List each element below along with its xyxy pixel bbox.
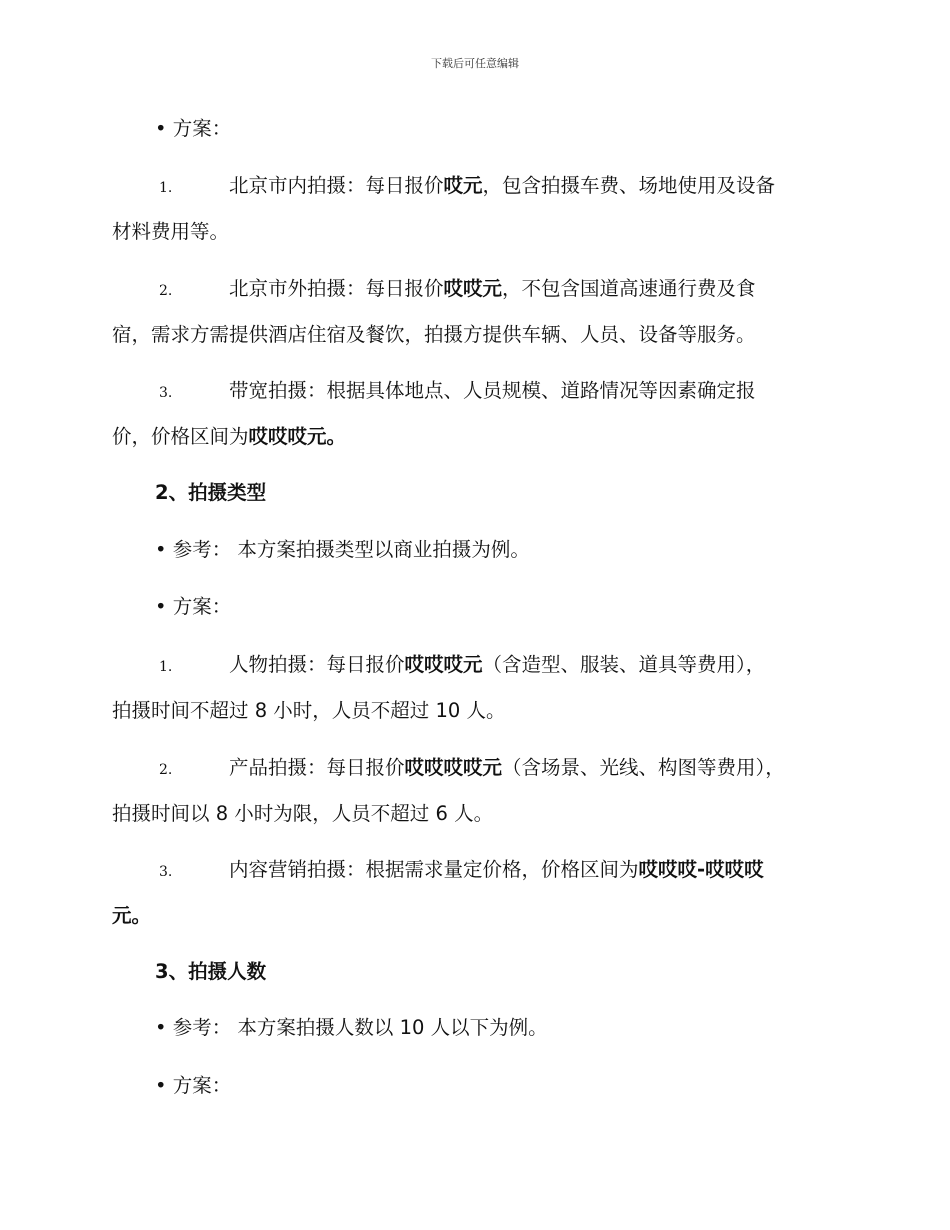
- text: （含造型、服装、道具等费用），: [482, 653, 766, 676]
- section-heading-3: 3、拍摄人数: [155, 960, 267, 983]
- list-item-2-line-2: 宿，需求方需提供酒店住宿及餐饮，拍摄方提供车辆、人员、设备等服务。: [112, 323, 756, 346]
- price-bold: 哎哎哎元。: [248, 425, 347, 448]
- plan-label-3: • 方案：: [155, 1074, 232, 1097]
- type-item-3-line-2: [112, 893, 840, 939]
- type-item-2-line-2: 拍摄时间以 8 小时为限，人员不超过 6 人。: [112, 802, 494, 825]
- list-number: 1.: [159, 659, 173, 675]
- reference-3: • 参考： 本方案拍摄人数以 10 人以下为例。: [155, 1016, 548, 1039]
- text: （含场景、光线、构图等费用），: [502, 756, 785, 779]
- list-item-3-line-2: [112, 414, 840, 460]
- plan-label-2: • 方案：: [155, 595, 232, 618]
- text: 北京市外拍摄：每日报价: [229, 277, 444, 300]
- type-item-1-line-1: [112, 642, 840, 690]
- list-item-2-line-1: [112, 266, 840, 314]
- text: 带宽拍摄：根据具体地点、人员规模、道路情况等因素确定报: [229, 379, 756, 402]
- type-item-3-line-1: [112, 847, 840, 895]
- section-heading-2: 2、拍摄类型: [155, 481, 267, 504]
- price-bold: 哎哎哎元: [404, 653, 483, 676]
- list-number: 3.: [159, 864, 173, 880]
- text: 产品拍摄：每日报价: [229, 756, 405, 779]
- price-bold: 元。: [112, 904, 152, 927]
- list-number: 1.: [159, 180, 173, 196]
- type-item-2-line-1: [112, 745, 840, 793]
- price-bold: 哎元: [443, 174, 483, 197]
- list-item-1-line-2: 材料费用等。: [112, 220, 230, 243]
- text: 价，价格区间为: [112, 425, 249, 448]
- price-bold: 哎哎元: [443, 277, 503, 300]
- price-bold: 哎哎哎-哎哎哎: [638, 858, 764, 881]
- list-number: 2.: [159, 762, 173, 778]
- plan-label: • 方案：: [155, 117, 232, 140]
- text: 北京市内拍摄：每日报价: [229, 174, 444, 197]
- reference-2: • 参考： 本方案拍摄类型以商业拍摄为例。: [155, 538, 530, 561]
- list-number: 3.: [159, 385, 173, 401]
- type-item-1-line-2: 拍摄时间不超过 8 小时，人员不超过 10 人。: [112, 699, 506, 722]
- list-item-3-line-1: [112, 368, 840, 416]
- text: 内容营销拍摄：根据需求量定价格，价格区间为: [229, 858, 639, 881]
- list-number: 2.: [159, 283, 173, 299]
- price-bold: 哎哎哎哎元: [404, 756, 503, 779]
- text: 人物拍摄：每日报价: [229, 653, 405, 676]
- page-header: 下载后可任意编辑: [431, 57, 519, 70]
- list-item-1-line-1: [112, 163, 840, 211]
- text: ，包含拍摄车费、场地使用及设备: [482, 174, 776, 197]
- text: ，不包含国道高速通行费及食: [502, 277, 756, 300]
